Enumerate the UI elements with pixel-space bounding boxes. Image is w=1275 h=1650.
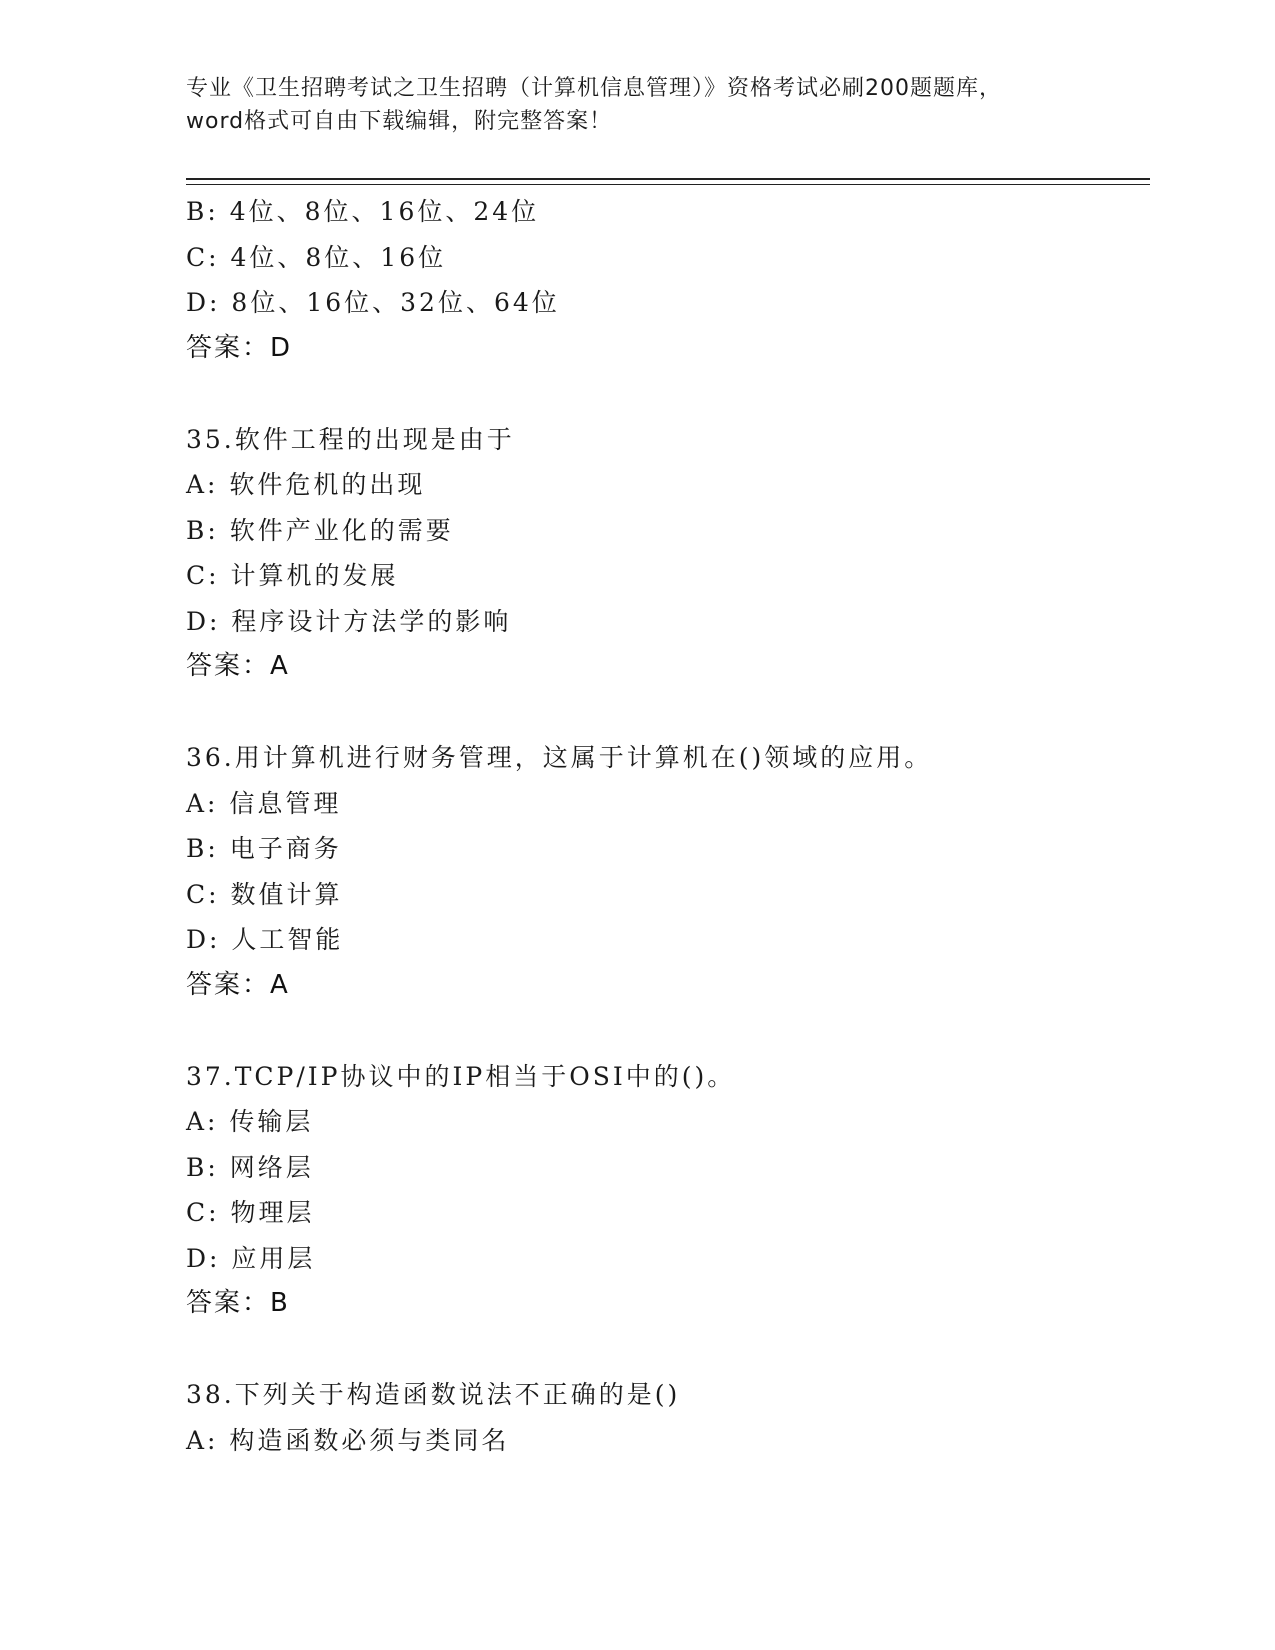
option-d: D: 8位、16位、32位、64位 [186,288,560,317]
option-a: A: 软件危机的出现 [186,470,426,499]
question-37 [186,1054,1146,1327]
question-text: 37.TCP/IP协议中的IP相当于OSI中的()。 [186,1061,736,1091]
option-d: D: 应用层 [186,1243,316,1273]
question-38 [186,1372,1146,1463]
option-d: D: 人工智能 [186,925,344,954]
header-divider-thin [186,184,1150,185]
spacer [186,1008,1146,1054]
question-text: 38.下列关于构造函数说法不正确的是() [186,1380,681,1409]
question-text: 35.软件工程的出现是由于 [186,424,515,454]
header-title-line-2: word格式可自由下载编辑，附完整答案！ [186,109,613,134]
answer: 答案：A [186,969,290,1000]
document-header [186,72,1096,138]
option-c: C: 物理层 [186,1198,315,1227]
answer: 答案：D [186,332,293,363]
spacer [186,690,1146,736]
answer: 答案：B [186,1288,290,1318]
header-title-line-1: 专业《卫生招聘考试之卫生招聘（计算机信息管理）》资格考试必刷200题题库， [186,76,1002,101]
option-c: C: 计算机的发展 [186,561,399,590]
option-a: A: 传输层 [186,1107,314,1136]
question-text: 36.用计算机进行财务管理，这属于计算机在()领域的应用。 [186,743,933,772]
option-b: B: 网络层 [186,1152,314,1182]
answer: 答案：A [186,651,290,681]
question-34-partial [186,189,1146,371]
option-c: C: 数值计算 [186,879,343,909]
question-35 [186,417,1146,690]
option-d: D: 程序设计方法学的影响 [186,606,512,636]
option-a: A: 信息管理 [186,788,342,818]
option-a: A: 构造函数必须与类同名 [186,1425,510,1455]
option-c: C: 4位、8位、16位 [186,242,447,272]
option-b: B: 软件产业化的需要 [186,515,454,545]
option-b: B: 电子商务 [186,834,342,863]
header-divider-thick [186,178,1150,180]
question-list [186,189,1146,1463]
spacer [186,371,1146,417]
spacer [186,1327,1146,1373]
option-b: B: 4位、8位、16位、24位 [186,197,540,226]
question-36 [186,735,1146,1008]
